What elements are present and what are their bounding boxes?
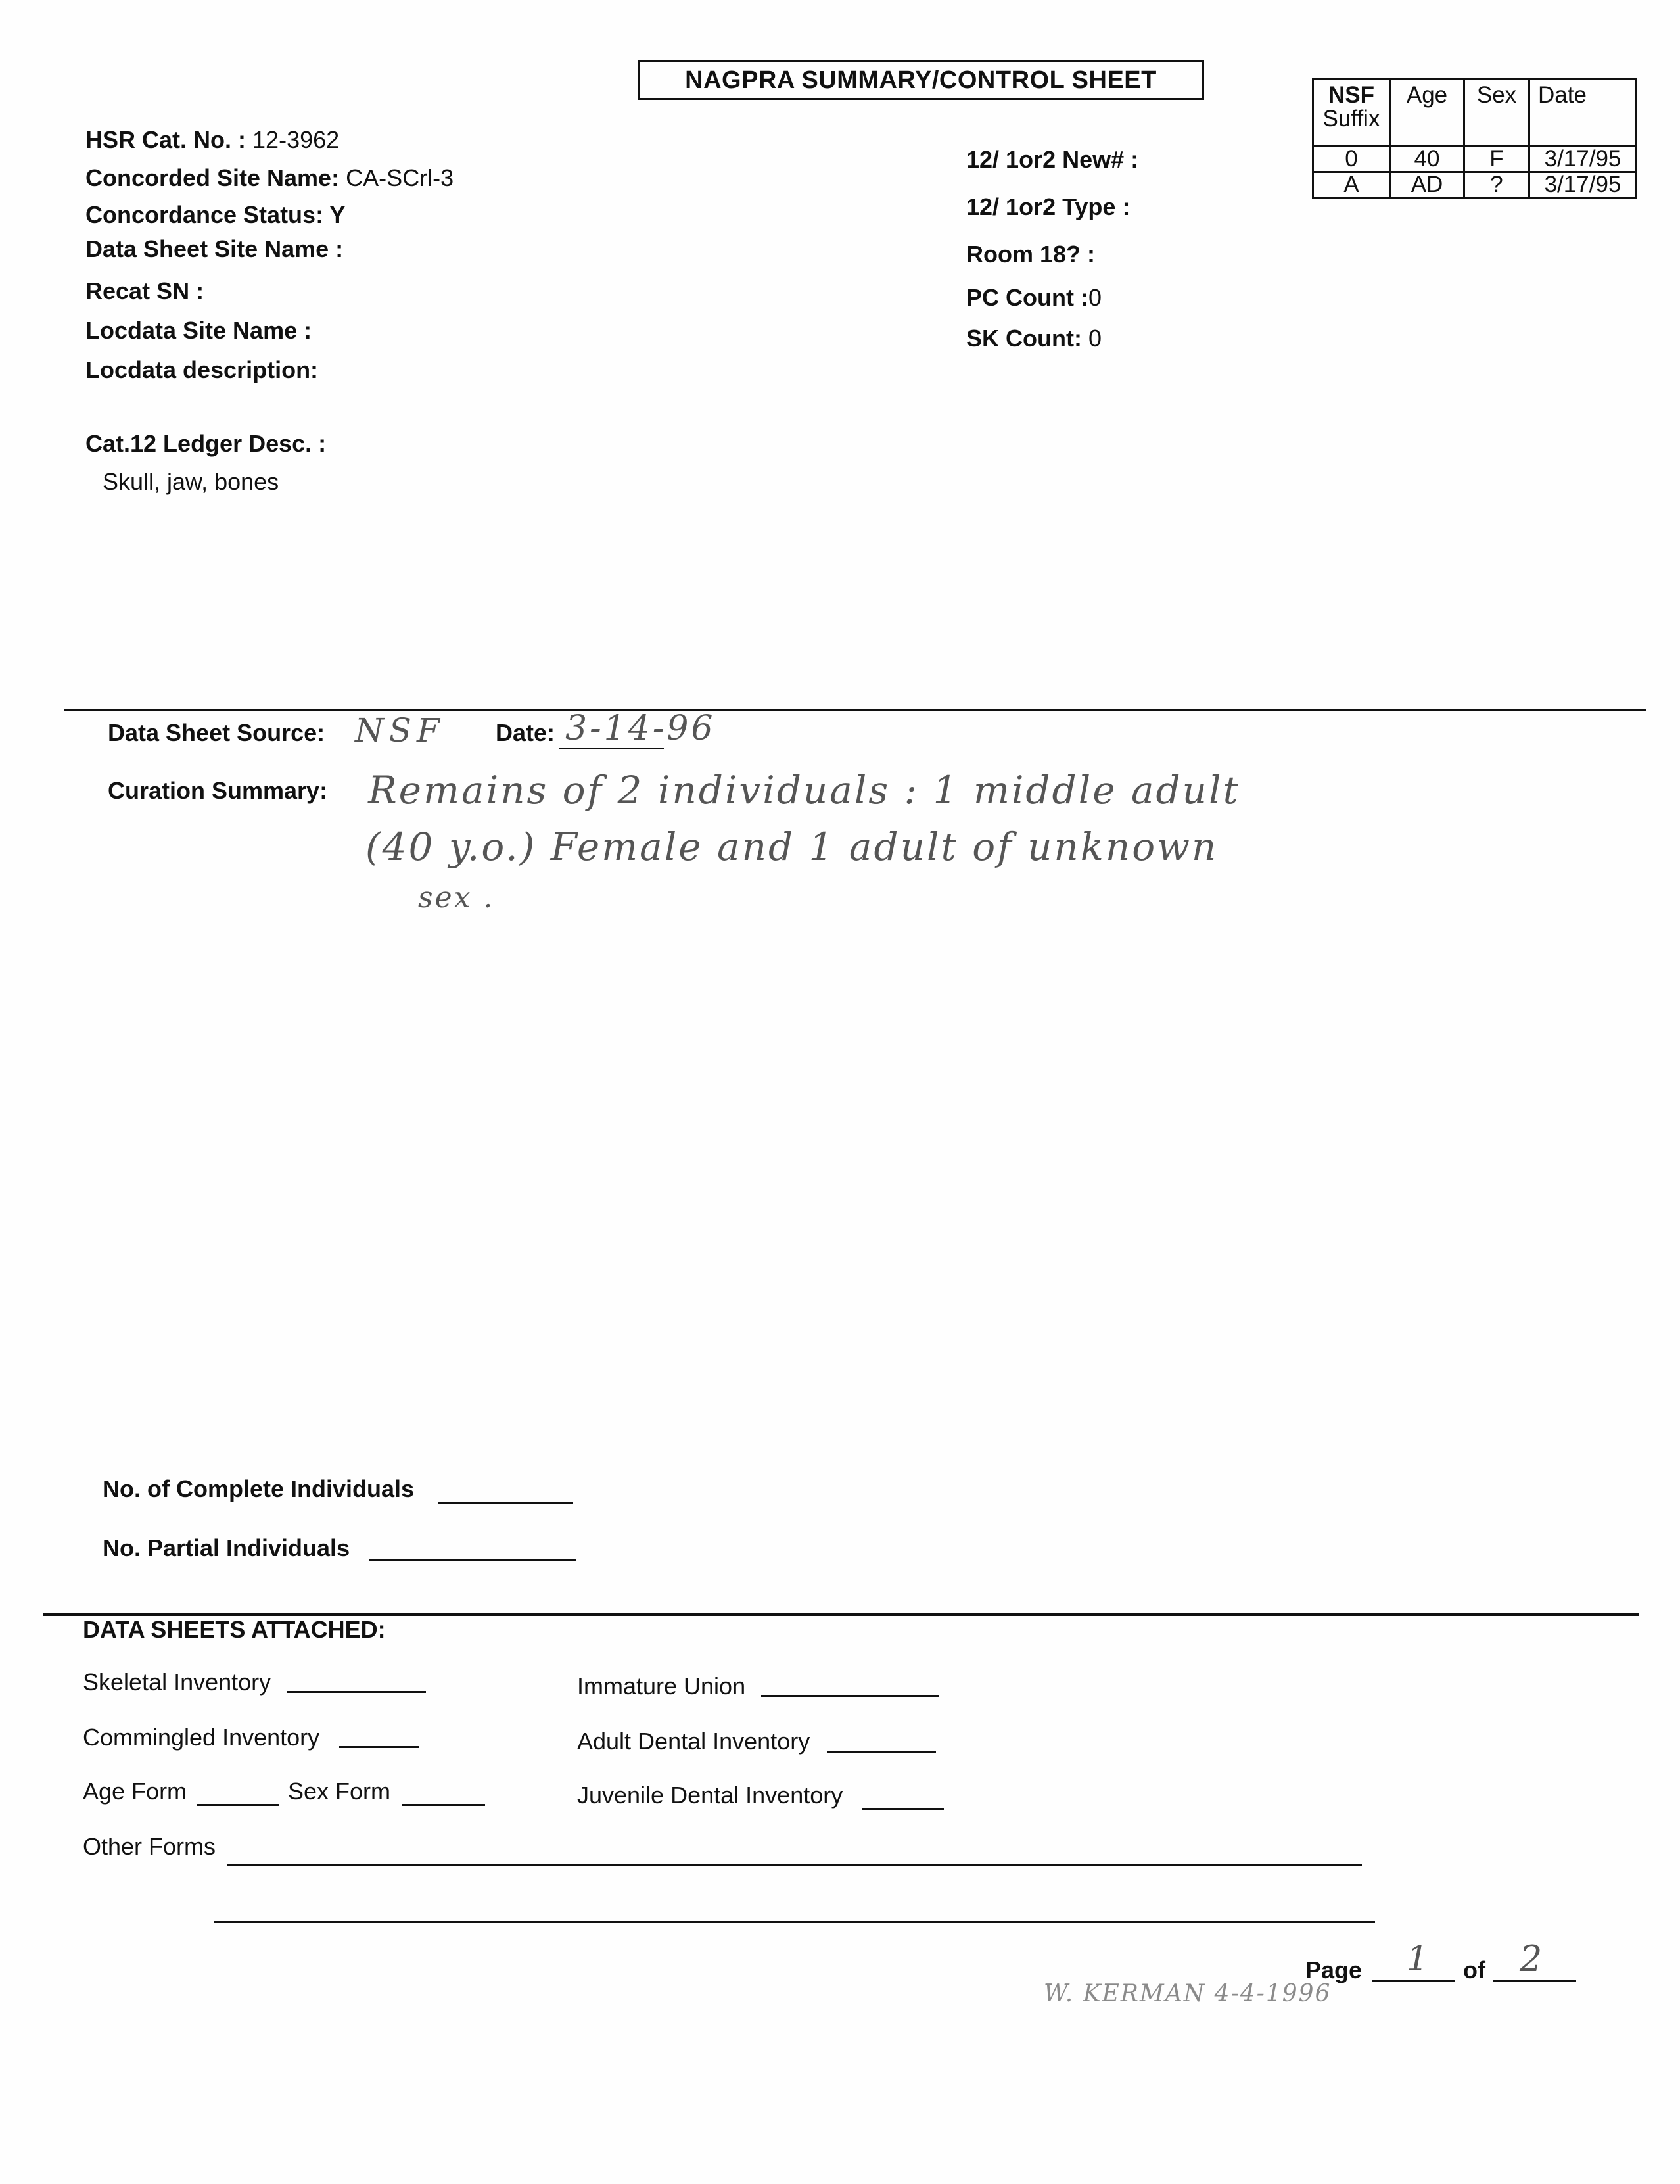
adult-dental-label: Adult Dental Inventory [577, 1728, 810, 1755]
pc-count-label: PC Count : [966, 284, 1088, 311]
date-underline [559, 748, 664, 749]
nsf-suffix-header [1313, 79, 1390, 147]
sex-form-line [402, 1804, 485, 1806]
curation-line-1: Remains of 2 individuals : 1 middle adult [368, 768, 1240, 813]
age-cell: AD [1390, 172, 1464, 198]
partial-individuals-line [369, 1559, 576, 1561]
date-header: Date [1529, 79, 1637, 147]
skeletal-inventory-label: Skeletal Inventory [83, 1669, 271, 1696]
date-cell: 3/17/95 [1529, 172, 1637, 198]
page-label: Page [1305, 1957, 1363, 1983]
hsr-cat-value: 12-3962 [252, 126, 340, 153]
nsf-table-header-row [1313, 79, 1637, 147]
signature: W. KERMAN 4-4-1996 [1044, 1980, 1332, 2007]
juvenile-dental-line [862, 1808, 944, 1810]
sex-header: Sex [1464, 79, 1529, 147]
table-row [1313, 172, 1637, 198]
age-header: Age [1390, 79, 1464, 147]
form-title: NAGPRA SUMMARY/CONTROL SHEET [638, 60, 1204, 100]
concorded-site-field [85, 164, 454, 192]
other-forms-label: Other Forms [83, 1833, 216, 1860]
pc-count-field [966, 284, 1102, 312]
nsf-header-line2: Suffix [1322, 106, 1380, 131]
sex-cell: ? [1464, 172, 1529, 198]
complete-individuals-line [438, 1502, 573, 1504]
page-value: 1 [1407, 1939, 1429, 1979]
age-cell: 40 [1390, 147, 1464, 172]
total-pages-line [1493, 1980, 1576, 1982]
age-form-label: Age Form [83, 1778, 187, 1805]
immature-union-label: Immature Union [577, 1673, 746, 1699]
section-divider [64, 709, 1646, 711]
nsf-header-line1: NSF [1328, 82, 1374, 108]
attached-heading: DATA SHEETS ATTACHED: [83, 1616, 386, 1643]
juvenile-dental-label: Juvenile Dental Inventory [577, 1782, 843, 1809]
other-forms-line [227, 1864, 1362, 1866]
sex-cell: F [1464, 147, 1529, 172]
concordance-status-field [85, 201, 345, 229]
curation-line-3: sex . [418, 881, 495, 914]
suffix-cell: A [1313, 172, 1390, 198]
complete-individuals-label: No. of Complete Individuals [103, 1475, 415, 1502]
datasheet-source-value: NSF [355, 711, 445, 749]
commingled-inventory-line [339, 1746, 419, 1748]
new-number-label: 12/ 1or2 New# : [966, 146, 1139, 173]
concordance-status-value: Y [329, 201, 346, 228]
nsf-table [1312, 78, 1637, 199]
concorded-site-value: CA-SCrl-3 [346, 164, 454, 191]
locdata-site-label: Locdata Site Name : [85, 317, 312, 344]
concordance-status-label: Concordance Status: [85, 201, 324, 228]
adult-dental-line [827, 1751, 936, 1753]
total-pages-value: 2 [1520, 1938, 1543, 1980]
other-forms-line-2 [214, 1921, 1375, 1923]
suffix-cell: 0 [1313, 147, 1390, 172]
type-label: 12/ 1or2 Type : [966, 193, 1131, 220]
pc-count-value: 0 [1088, 284, 1102, 311]
immature-union-line [761, 1695, 939, 1697]
date-label: Date: [496, 719, 555, 746]
curation-summary-label: Curation Summary: [108, 777, 328, 804]
hsr-cat-label: HSR Cat. No. : [85, 126, 246, 153]
date-value: 3-14-96 [565, 709, 716, 748]
table-row [1313, 147, 1637, 172]
sex-form-label: Sex Form [288, 1778, 391, 1805]
partial-individuals-label: No. Partial Individuals [103, 1534, 350, 1561]
ledger-desc-value: Skull, jaw, bones [103, 468, 279, 495]
datasheet-site-label: Data Sheet Site Name : [85, 235, 344, 262]
datasheet-source-label: Data Sheet Source: [108, 719, 325, 746]
date-cell: 3/17/95 [1529, 147, 1637, 172]
commingled-inventory-label: Commingled Inventory [83, 1724, 320, 1751]
sk-count-label: SK Count: [966, 325, 1082, 352]
hsr-cat-field [85, 126, 339, 154]
ledger-desc-label: Cat.12 Ledger Desc. : [85, 430, 327, 457]
recat-sn-label: Recat SN : [85, 277, 204, 304]
sk-count-field [966, 325, 1102, 352]
skeletal-inventory-line [287, 1691, 426, 1693]
page-number-line [1372, 1980, 1455, 1982]
room-18-label: Room 18? : [966, 241, 1096, 268]
curation-line-2: (40 y.o.) Female and 1 adult of unknown [365, 824, 1219, 869]
of-label: of [1463, 1957, 1485, 1983]
sk-count-value: 0 [1088, 325, 1102, 352]
locdata-description-label: Locdata description: [85, 356, 319, 383]
concorded-site-label: Concorded Site Name: [85, 164, 340, 191]
age-form-line [197, 1804, 279, 1806]
